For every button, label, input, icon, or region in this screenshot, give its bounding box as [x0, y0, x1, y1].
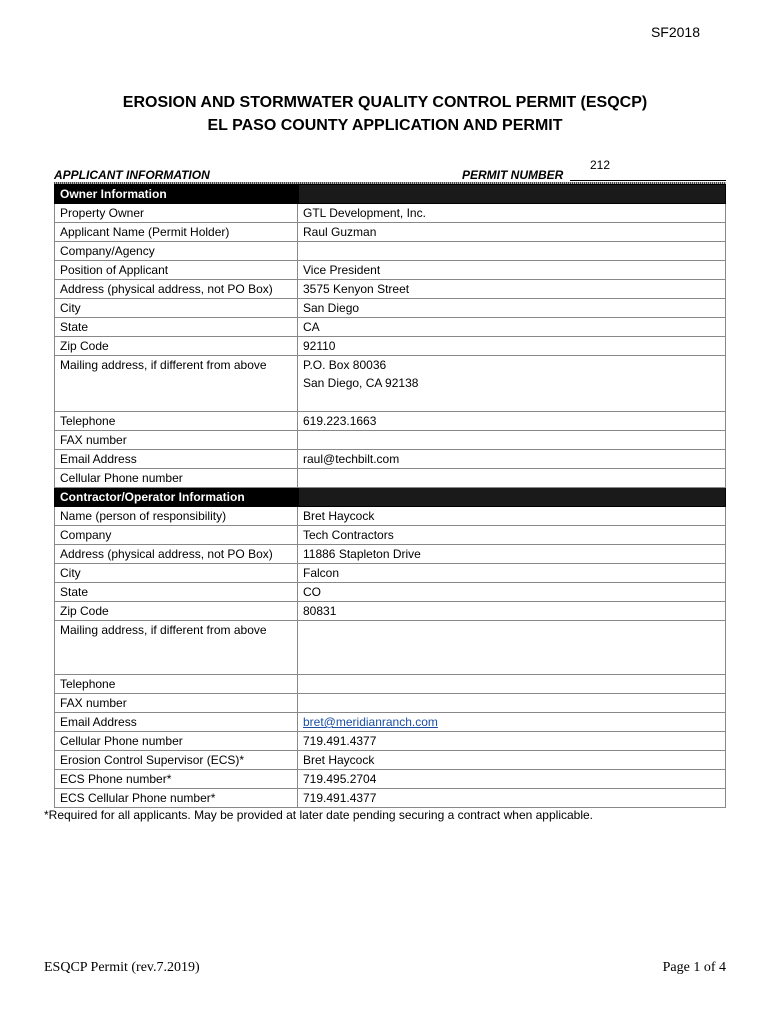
table-row: [55, 545, 726, 564]
field-value[interactable]: Falcon: [298, 564, 726, 583]
table-row: [55, 242, 726, 261]
table-row: [55, 789, 726, 808]
table-row: [55, 223, 726, 242]
permit-number-label: PERMIT NUMBER: [462, 168, 564, 182]
field-value[interactable]: 80831: [298, 602, 726, 621]
field-value[interactable]: 719.495.2704: [298, 770, 726, 789]
page-subtitle: EL PASO COUNTY APPLICATION AND PERMIT: [207, 117, 563, 134]
field-value[interactable]: San Diego: [298, 299, 726, 318]
footer-page-number: Page 1 of 4: [662, 960, 726, 975]
table-row: [55, 204, 726, 223]
field-label: Property Owner: [55, 204, 298, 223]
permit-number-line: [570, 180, 726, 181]
owner-section-header: [55, 185, 726, 204]
field-value[interactable]: CA: [298, 318, 726, 337]
field-label: FAX number: [55, 694, 298, 713]
field-label: FAX number: [55, 431, 298, 450]
field-value[interactable]: Vice President: [298, 261, 726, 280]
table-row: [55, 507, 726, 526]
permit-number-value: 212: [590, 158, 611, 172]
field-label: Mailing address, if different from above: [55, 621, 298, 675]
field-value[interactable]: 92110: [298, 337, 726, 356]
table-row: [55, 713, 726, 732]
table-row: [55, 751, 726, 770]
table-row: [55, 356, 726, 412]
field-value[interactable]: Bret Haycock: [298, 507, 726, 526]
field-label: Company: [55, 526, 298, 545]
field-label: Company/Agency: [55, 242, 298, 261]
field-label: Telephone: [55, 412, 298, 431]
table-row: [55, 583, 726, 602]
table-row: [55, 337, 726, 356]
field-label: ECS Phone number*: [55, 770, 298, 789]
table-row: [55, 431, 726, 450]
field-value[interactable]: Tech Contractors: [298, 526, 726, 545]
field-label: Zip Code: [55, 602, 298, 621]
field-label: Applicant Name (Permit Holder): [55, 223, 298, 242]
field-label: Email Address: [55, 713, 298, 732]
field-label: Erosion Control Supervisor (ECS)*: [55, 751, 298, 770]
footer-revision: ESQCP Permit (rev.7.2019): [44, 960, 200, 975]
field-value[interactable]: [298, 431, 726, 450]
field-value[interactable]: 719.491.4377: [298, 789, 726, 808]
field-value[interactable]: [298, 356, 726, 412]
required-note: *Required for all applicants. May be provided at later date pending securing a contract when applicable.: [44, 808, 593, 822]
field-label: Mailing address, if different from above: [55, 356, 298, 412]
section-fill: [298, 488, 726, 507]
field-label: ECS Cellular Phone number*: [55, 789, 298, 808]
mailing-line-2: San Diego, CA 92138: [303, 376, 419, 390]
field-label: Address (physical address, not PO Box): [55, 545, 298, 564]
field-label: Email Address: [55, 450, 298, 469]
mailing-line-1: P.O. Box 80036: [303, 358, 387, 372]
field-value[interactable]: [298, 469, 726, 488]
field-label: State: [55, 318, 298, 337]
table-row: [55, 280, 726, 299]
email-link[interactable]: bret@meridianranch.com: [303, 715, 438, 729]
field-value[interactable]: 3575 Kenyon Street: [298, 280, 726, 299]
field-label: Cellular Phone number: [55, 732, 298, 751]
section-label: Contractor/Operator Information: [55, 488, 298, 507]
applicant-info-heading: APPLICANT INFORMATION: [54, 168, 210, 182]
contractor-section-header: [55, 488, 726, 507]
table-row: [55, 564, 726, 583]
table-row: [55, 450, 726, 469]
table-row: [55, 732, 726, 751]
table-row: [55, 469, 726, 488]
table-row: [55, 412, 726, 431]
field-label: State: [55, 583, 298, 602]
table-row: [55, 621, 726, 675]
field-value[interactable]: Raul Guzman: [298, 223, 726, 242]
field-value[interactable]: [298, 621, 726, 675]
field-label: Address (physical address, not PO Box): [55, 280, 298, 299]
form-code: SF2018: [650, 24, 700, 40]
table-row: [55, 261, 726, 280]
field-label: City: [55, 564, 298, 583]
field-label: City: [55, 299, 298, 318]
field-value: [298, 713, 726, 732]
table-row: [55, 526, 726, 545]
table-row: [55, 694, 726, 713]
table-row: [55, 602, 726, 621]
section-fill: [298, 185, 726, 204]
table-row: [55, 675, 726, 694]
field-label: Cellular Phone number: [55, 469, 298, 488]
table-row: [55, 299, 726, 318]
table-row: [55, 318, 726, 337]
page-title: EROSION AND STORMWATER QUALITY CONTROL PERMIT (ESQCP): [122, 94, 648, 111]
field-label: Zip Code: [55, 337, 298, 356]
table-row: [55, 770, 726, 789]
field-value[interactable]: CO: [298, 583, 726, 602]
field-value[interactable]: [298, 675, 726, 694]
field-value[interactable]: raul@techbilt.com: [298, 450, 726, 469]
field-value[interactable]: [298, 694, 726, 713]
field-value[interactable]: Bret Haycock: [298, 751, 726, 770]
field-value[interactable]: [298, 242, 726, 261]
field-value[interactable]: GTL Development, Inc.: [298, 204, 726, 223]
field-value[interactable]: 719.491.4377: [298, 732, 726, 751]
field-value[interactable]: 619.223.1663: [298, 412, 726, 431]
applicant-table: [54, 184, 726, 808]
section-label: Owner Information: [55, 185, 298, 204]
field-label: Position of Applicant: [55, 261, 298, 280]
field-label: Name (person of responsibility): [55, 507, 298, 526]
field-label: Telephone: [55, 675, 298, 694]
field-value[interactable]: 11886 Stapleton Drive: [298, 545, 726, 564]
